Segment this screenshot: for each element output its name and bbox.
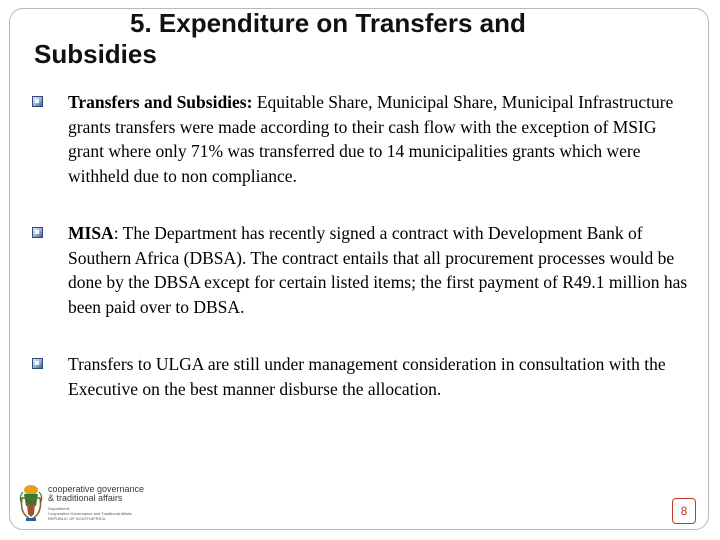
org-line-2: & traditional affairs bbox=[48, 493, 123, 503]
bullet-misa bbox=[32, 221, 692, 319]
bullet-text bbox=[68, 221, 692, 319]
bullet-body: Equitable Share, Municipal Share, Municipal Infrastructure grants transfers were made according to their cash flow with the exception of MSIG grant where only 71% was transferred due to 14 municipalities grants which were withheld due to non compliance. bbox=[68, 92, 674, 186]
square-bullet-icon bbox=[32, 227, 43, 238]
bullet-ulga bbox=[32, 352, 692, 401]
bullet-lead: MISA bbox=[68, 223, 114, 243]
title-line-1: 5. Expenditure on Transfers and bbox=[130, 8, 526, 38]
title-line-2: Subsidies bbox=[34, 39, 157, 69]
bullet-transfers-subsidies bbox=[32, 90, 692, 188]
square-bullet-icon bbox=[32, 358, 43, 369]
bullet-text bbox=[68, 352, 692, 401]
sub-line-3: REPUBLIC OF SOUTH AFRICA bbox=[48, 516, 106, 521]
bullet-body: Transfers to ULGA are still under management consideration in consultation with the Executive on the best manner disburse the allocation. bbox=[68, 354, 666, 399]
slide-title bbox=[34, 8, 594, 70]
department-logo bbox=[18, 484, 154, 528]
bullet-body: : The Department has recently signed a contract with Development Bank of Southern Africa (DBSA). The contract entails that all procurement processes would be done by the DBSA except for certain listed items; the first payment of R49.1 million has been paid over to DBSA. bbox=[68, 223, 688, 317]
department-subtext bbox=[48, 506, 168, 521]
coat-of-arms-icon bbox=[18, 484, 44, 524]
sub-line-2: Cooperative Governance and Traditional Affairs bbox=[48, 511, 132, 516]
page-number: 8 bbox=[672, 498, 696, 524]
sub-line-1: Department: bbox=[48, 506, 71, 511]
square-bullet-icon bbox=[32, 96, 43, 107]
bullet-text bbox=[68, 90, 692, 188]
department-name bbox=[48, 485, 144, 503]
org-line-1: cooperative governance bbox=[48, 484, 145, 494]
bullet-lead: Transfers and Subsidies: bbox=[68, 92, 253, 112]
